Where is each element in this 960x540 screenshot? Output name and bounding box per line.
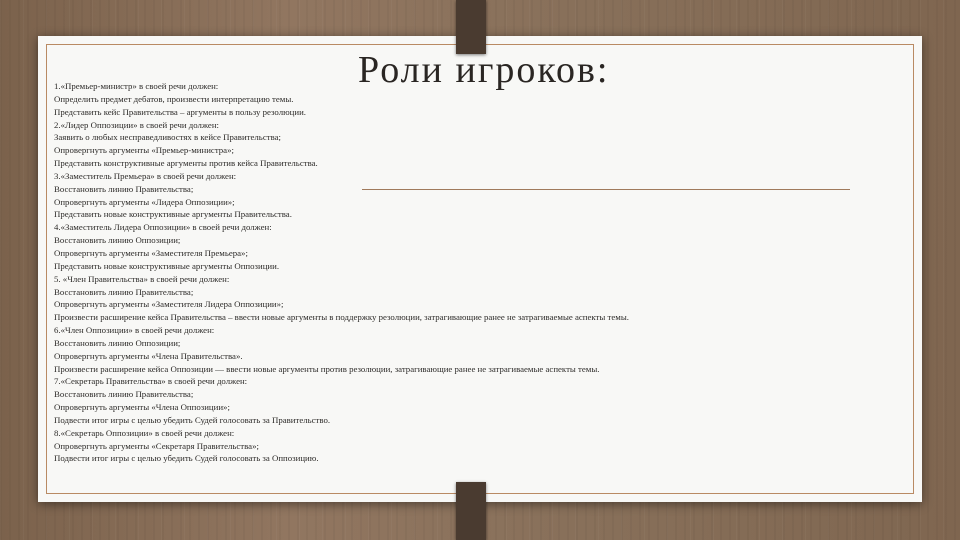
body-line: Подвести итог игры с целью убедить Судей голосовать за Оппозицию. xyxy=(54,453,319,464)
slide-title: Роли игроков: xyxy=(358,49,610,91)
body-line: Опровергнуть аргументы «Члена Правительства». xyxy=(54,350,243,361)
body-line: Опровергнуть аргументы «Заместителя Лидера Оппозиции»; xyxy=(54,299,284,310)
body-line: 2.«Лидер Оппозиции» в своей речи должен: xyxy=(54,119,219,130)
body-line: 3.«Заместитель Премьера» в своей речи должен: xyxy=(54,170,237,181)
body-line: Произвести расширение кейса Правительства – ввести новые аргументы в поддержку резолюции, затрагивающие ранее не затрагиваемые аспекты темы. xyxy=(54,312,629,323)
slide-body xyxy=(54,80,914,465)
body-line: Произвести расширение кейса Оппозиции — ввести новые аргументы против резолюции, затрагивающие ранее не затрагиваемые аспекты темы. xyxy=(54,363,600,374)
body-line: Представить кейс Правительства – аргументы в пользу резолюции. xyxy=(54,106,306,117)
body-line: 5. «Член Правительства» в своей речи должен: xyxy=(54,273,230,284)
body-line: Восстановить линию Правительства; xyxy=(54,389,194,400)
body-line: 4.«Заместитель Лидера Оппозиции» в своей речи должен: xyxy=(54,222,272,233)
body-line: Подвести итог игры с целью убедить Судей голосовать за Правительство. xyxy=(54,414,331,425)
body-line: Опровергнуть аргументы «Лидера Оппозиции»; xyxy=(54,196,235,207)
body-line: Представить новые конструктивные аргументы Правительства. xyxy=(54,209,292,220)
body-line: Заявить о любых несправедливостях в кейсе Правительства; xyxy=(54,132,281,143)
body-line: Опровергнуть аргументы «Премьер-министра»; xyxy=(54,145,234,156)
body-line: 1.«Премьер-министр» в своей речи должен: xyxy=(54,81,219,91)
body-line: Определить предмет дебатов, произвести интерпретацию темы. xyxy=(54,93,294,104)
body-line: Представить конструктивные аргументы против кейса Правительства. xyxy=(54,158,318,169)
body-line: 7.«Секретарь Правительства» в своей речи должен: xyxy=(54,376,248,387)
bottom-binder-tab xyxy=(456,482,486,540)
body-line: Восстановить линию Правительства; xyxy=(54,183,194,194)
body-line: 6.«Член Оппозиции» в своей речи должен: xyxy=(54,325,215,336)
body-line: Представить новые конструктивные аргументы Оппозиции. xyxy=(54,260,280,271)
body-line: Восстановить линию Оппозиции; xyxy=(54,235,181,246)
body-line: 8.«Секретарь Оппозиции» в своей речи должен: xyxy=(54,427,235,438)
body-line: Восстановить линию Оппозиции; xyxy=(54,337,181,348)
body-line: Опровергнуть аргументы «Заместителя Премьера»; xyxy=(54,247,248,258)
body-line: Восстановить линию Правительства; xyxy=(54,286,194,297)
body-line: Опровергнуть аргументы «Члена Оппозиции»; xyxy=(54,402,230,413)
body-line: Опровергнуть аргументы «Секретаря Правительства»; xyxy=(54,440,259,451)
top-binder-tab xyxy=(456,0,486,54)
